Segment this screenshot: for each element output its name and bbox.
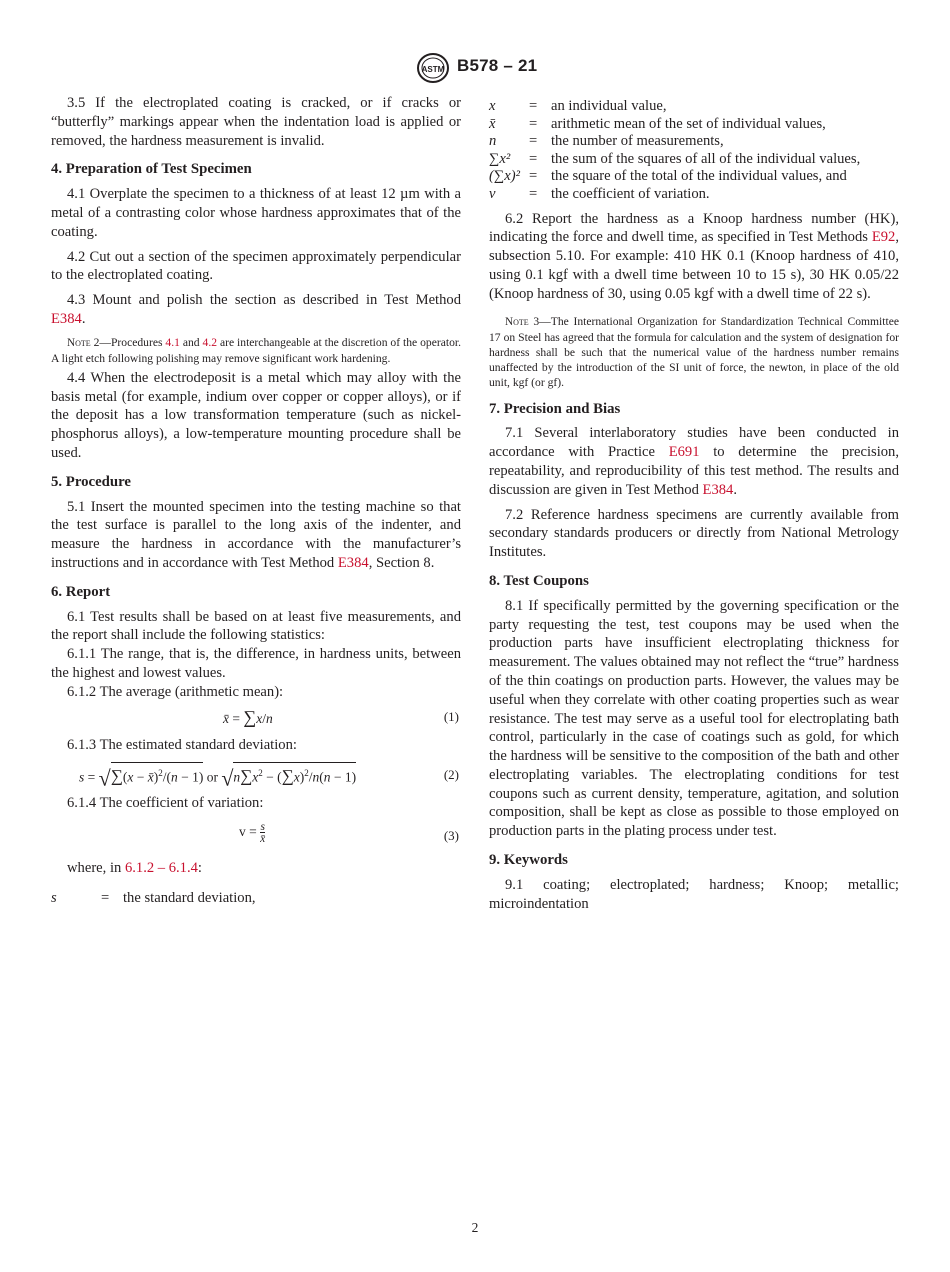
definition-row xyxy=(489,98,899,116)
definition-text: the sum of the squares of all of the individual values, xyxy=(551,150,861,167)
para-5-1: 5.1 Insert the mounted specimen into the testing machine so that the test surface is parallel to the long axis of the indenter, and measure the hardness in accordance with the manufacturer’s instructions and in accordance with Test Method E384, Section 8. xyxy=(51,498,461,571)
para-7-1: 7.1 Several interlaboratory studies have been conducted in accordance with Practice E691 to determine the precision, repeatability, and reproducibility of this test method. The results and discussion are given in Test Method E384. xyxy=(489,425,899,498)
definition-symbol: n xyxy=(489,133,497,150)
link-e691[interactable]: E691 xyxy=(668,444,700,461)
para-6-1-4: 6.1.4 The coefficient of variation: xyxy=(67,795,264,812)
definition-symbol: x xyxy=(489,98,496,114)
link-e384-c[interactable]: E384 xyxy=(702,481,734,498)
equation-3: $v = \frac{s}{x̄}$ (3) xyxy=(239,821,459,846)
link-e384-b[interactable]: E384 xyxy=(337,554,369,571)
definition-row xyxy=(489,151,899,169)
definition-equals: = xyxy=(529,115,538,132)
note-3: Note 3—The International Organization for Standardization Technical Committee 17 on Steel has agreed that the formula for calculation and the system of designation for hardness shall be such that the numerical value of the hardness number remains unaffected by the introduction of the SI unit of force, the newton, in place of the old unit, kgf (or gf). xyxy=(489,314,899,389)
definitions-list xyxy=(489,98,899,204)
para-8-1: 8.1 If specifically permitted by the governing specification or the party requesting the test, test coupons may be used when the production parts have insufficient electroplating thickness for measurement. The values obtained may not reflect the “true” hardness of the thin coatings on production parts. However, the values may be useful when they correlate with other coating properties such as wear resistance. The test may serve as a useful tool for electroplating bath control, particularly in the case of coatings such as gold, for which the hardness will be sensitive to the composition of the bath and other electroplating variables. The electroplating conditions for test coupons such as current density, temperature, agitation, and solution composition, shall be kept as close as possible to those employed on production parts in the plating process under test. xyxy=(489,597,899,840)
definition-equals: = xyxy=(529,98,538,114)
para-3-5: 3.5 If the electroplated coating is cracked, or if cracks or “butterfly” markings appear when the indentation load is applied or removed, the hardness measurement is invalid. xyxy=(51,95,461,149)
definition-equals: = xyxy=(529,168,538,185)
definition-equals: = xyxy=(529,185,538,202)
definition-symbol: (∑x)² xyxy=(489,168,520,185)
para-7-2: 7.2 Reference hardness specimens are currently available from secondary standards producers or directly from National Metrology Institutes. xyxy=(489,506,899,561)
left-column xyxy=(51,94,461,908)
para-6-1-1: 6.1.1 The range, that is, the difference, in hardness units, between the highest and lowest values. xyxy=(51,646,461,681)
standard-designation: B578 – 21 xyxy=(457,56,538,75)
definition-symbol: v xyxy=(489,185,496,202)
section-4-heading: 4. Preparation of Test Specimen xyxy=(51,161,252,178)
definition-text: the square of the total of the individual values, and xyxy=(551,168,847,185)
section-6-heading: 6. Report xyxy=(51,583,111,600)
definition-row xyxy=(489,186,899,204)
equation-2: s = √∑(x − x̄)$^2$/(n − 1) or $√n\sum x^2 - (\sum x)^2/n(n - 1)$ (2) xyxy=(51,760,461,788)
para-4-4: 4.4 When the electrodeposit is a metal which may alloy with the basis metal (for example, indium over copper or copper alloys), or if the deposit has a low transformation temperature (such as nickel-phosphorus alloys), a low-temperature mounting procedure shall be used. xyxy=(51,369,461,461)
astm-logo-icon xyxy=(415,52,451,84)
para-4-3: 4.3 Mount and polish the section as described in Test Method E384. xyxy=(51,292,461,327)
definition-text: the number of measurements, xyxy=(551,133,724,150)
definition-text: arithmetic mean of the set of individual values, xyxy=(551,115,826,132)
note-2: Note 2—Procedures 4.1 and 4.2 are interchangeable at the discretion of the operator. A light etch following polishing may remove significant work hardening. xyxy=(51,335,461,365)
equation-1: x̄ = ∑x/n (1) xyxy=(223,706,459,727)
para-4-1: 4.1 Overplate the specimen to a thickness of at least 12 µm with a metal of a contrasting color whose hardness approximates that of the coating. xyxy=(51,186,461,240)
definition-row xyxy=(489,168,899,186)
para-6-1-2: 6.1.2 The average (arithmetic mean): xyxy=(67,683,284,700)
para-4-2: 4.2 Cut out a section of the specimen approximately perpendicular to the electroplated coating. xyxy=(51,248,461,284)
link-e384[interactable]: E384 xyxy=(51,310,82,327)
section-9-heading: 9. Keywords xyxy=(489,852,568,869)
link-4-2[interactable]: 4.2 xyxy=(202,335,218,349)
svg-text:ASTM: ASTM xyxy=(421,65,445,74)
section-8-heading: 8. Test Coupons xyxy=(489,572,589,589)
link-e92[interactable]: E92 xyxy=(871,229,896,246)
definition-equals: = xyxy=(529,150,538,167)
link-4-1[interactable]: 4.1 xyxy=(165,335,180,349)
link-6-1-2-6-1-4[interactable]: 6.1.2 – 6.1.4 xyxy=(124,860,198,877)
page-header xyxy=(0,52,950,86)
where-line: where, in 6.1.2 – 6.1.4: xyxy=(67,860,202,877)
right-column xyxy=(489,98,899,913)
definition-symbol: ∑x² xyxy=(489,150,511,167)
definition-symbol: x̄ xyxy=(489,115,496,132)
definition-text: the coefficient of variation. xyxy=(551,185,710,202)
definition-row xyxy=(489,116,899,134)
section-5-heading: 5. Procedure xyxy=(51,473,131,490)
definition-s: s = the standard deviation, xyxy=(51,889,256,906)
page-number: 2 xyxy=(471,1220,479,1235)
definition-row xyxy=(489,133,899,151)
para-6-1-3: 6.1.3 The estimated standard deviation: xyxy=(67,736,297,753)
para-9-1: 9.1 coating; electroplated; hardness; Knoop; metallic; microindentation xyxy=(489,876,899,912)
para-6-1: 6.1 Test results shall be based on at least five measurements, and the report shall include the following statistics: xyxy=(51,608,461,644)
definition-equals: = xyxy=(529,133,538,150)
definition-text: an individual value, xyxy=(551,98,667,114)
para-6-2: 6.2 Report the hardness as a Knoop hardness number (HK), indicating the force and dwell time, as specified in Test Methods E92, subsection 5.10. For example: 410 HK 0.1 (Knoop hardness of 410, using 0.1 kgf with a dwell time between 10 to 15 s), 30 HK 0.05/22 (Knoop hardness of 30, using 0.05 kgf with a dwell time of 22 s). xyxy=(489,210,899,302)
section-7-heading: 7. Precision and Bias xyxy=(489,400,621,417)
